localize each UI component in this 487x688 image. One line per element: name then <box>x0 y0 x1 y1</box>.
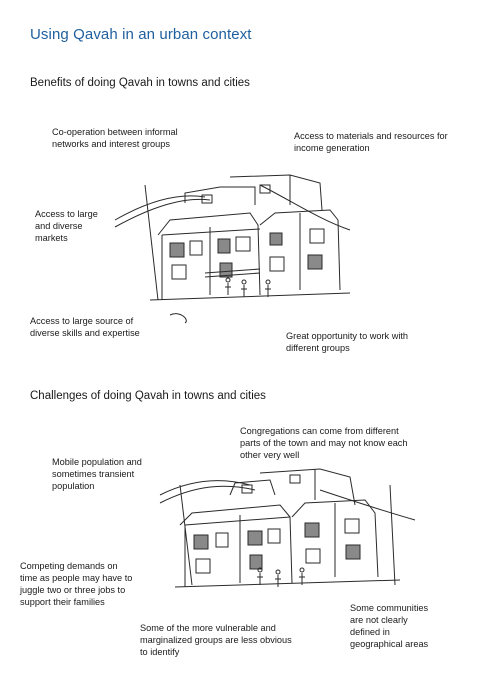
challenge-mobile: Mobile population and sometimes transient population <box>52 457 142 491</box>
town-sketch-illustration <box>110 165 370 325</box>
benefits-heading: Benefits of doing Qavah in towns and cities <box>30 77 250 89</box>
challenge-congregations: Congregations can come from different parts of the town and may not know each other very well <box>240 426 408 460</box>
benefit-materials: Access to materials and resources for income generation <box>294 131 448 153</box>
challenge-competing: Competing demands on time as people may have to juggle two or three jobs to support their families <box>20 561 133 607</box>
town-sketch-illustration-2 <box>150 455 430 605</box>
challenge-communities: Some communities are not clearly defined in geographical areas <box>350 603 429 649</box>
challenge-vulnerable: Some of the more vulnerable and marginalized groups are less obvious to identify <box>140 623 292 657</box>
benefit-groups: Great opportunity to work with different groups <box>286 331 409 353</box>
benefit-cooperation: Co-operation between informal networks and interest groups <box>52 127 178 149</box>
benefit-markets: Access to large and diverse markets <box>35 209 98 243</box>
page-title: Using Qavah in an urban context <box>30 26 252 43</box>
challenges-heading: Challenges of doing Qavah in towns and cities <box>30 390 266 402</box>
benefit-skills: Access to large source of diverse skills and expertise <box>30 316 140 338</box>
